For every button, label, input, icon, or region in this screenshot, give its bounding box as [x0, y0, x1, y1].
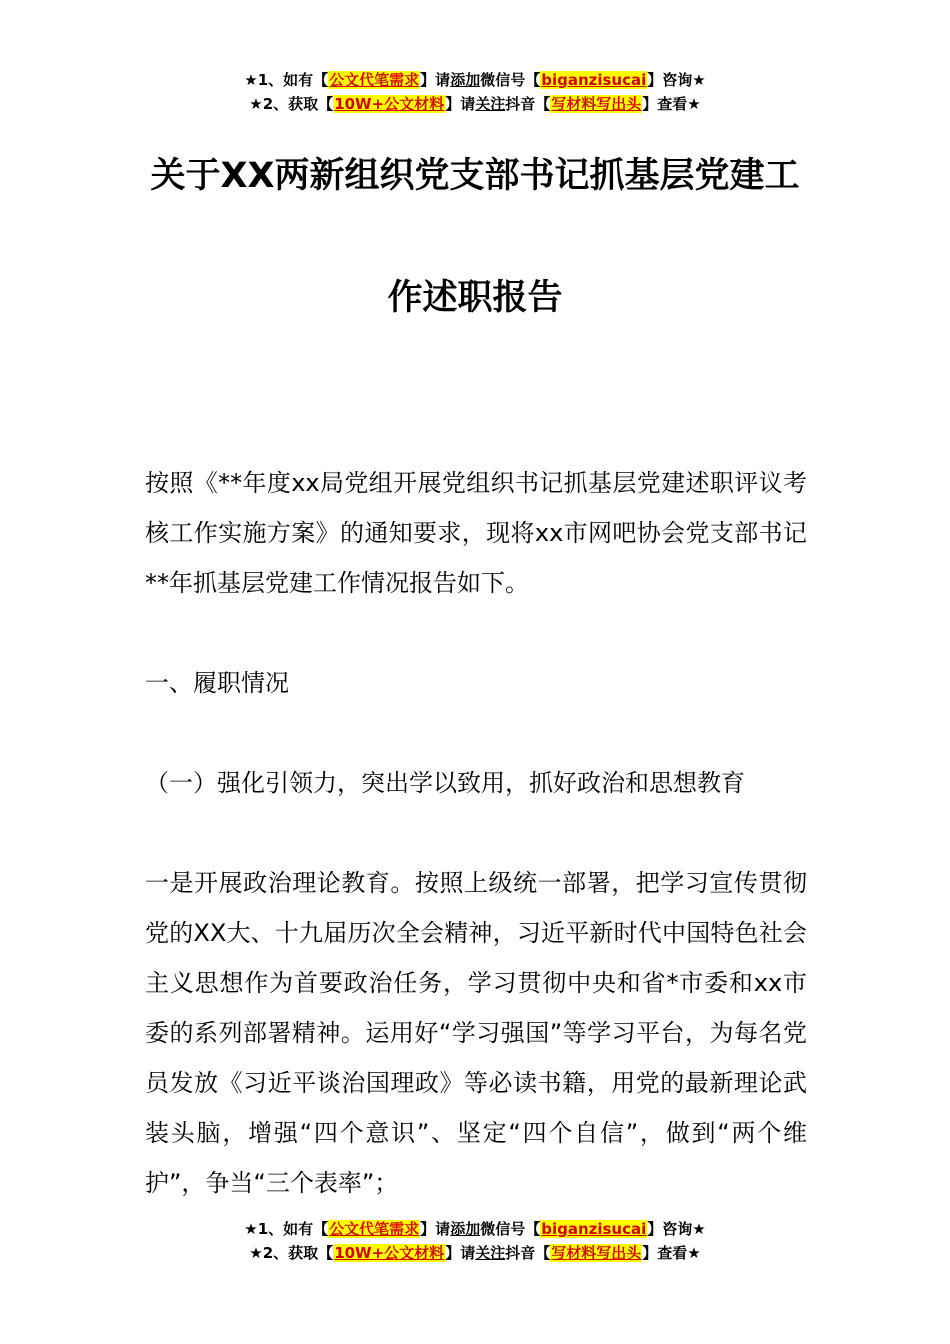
document-title-line-2: 作述职报告 — [387, 278, 563, 318]
banner-text: 】咨询★ — [647, 71, 706, 89]
banner-text: 微信号【 — [480, 71, 541, 89]
banner-highlight-douyin-account: 写材料写出头 — [551, 1244, 642, 1262]
banner-underlined-follow: 关注 — [475, 95, 506, 113]
banner-highlight-service: 公文代笔需求 — [329, 71, 420, 89]
banner-text: 微信号【 — [480, 1220, 541, 1238]
banner-text: 】咨询★ — [647, 1220, 706, 1238]
subsection-heading: （一）强化引领力，突出学以致用，抓好政治和思想教育 — [145, 769, 745, 797]
intro-paragraph: 按照《**年度xx局党组开展党组织书记抓基层党建述职评议考核工作实施方案》的通知要求，现将xx市网吧协会党支部书记**年抓基层党建工作情况报告如下。 — [145, 469, 807, 597]
banner-text: 抖音【 — [505, 95, 551, 113]
banner-line-2 — [0, 1241, 950, 1265]
banner-text: ★2、获取【 — [249, 95, 334, 113]
banner-line-1 — [0, 1217, 950, 1241]
document-title-line-1: 关于XX两新组织党支部书记抓基层党建工 — [150, 156, 800, 196]
banner-text: 抖音【 — [505, 1244, 551, 1262]
banner-line-2 — [0, 92, 950, 116]
banner-text: 】请 — [445, 95, 476, 113]
banner-highlight-wechat-id: biganzisucai — [541, 71, 647, 89]
footer-banner — [0, 1217, 950, 1265]
banner-line-1 — [0, 68, 950, 92]
banner-text: 】请 — [420, 1220, 451, 1238]
banner-highlight-wechat-id: biganzisucai — [541, 1220, 647, 1238]
banner-underlined-follow: 关注 — [475, 1244, 506, 1262]
banner-highlight-materials: 10W+公文材料 — [334, 1244, 445, 1262]
section-heading: 一、履职情况 — [145, 669, 289, 697]
banner-text: ★1、如有【 — [244, 1220, 329, 1238]
banner-highlight-service: 公文代笔需求 — [329, 1220, 420, 1238]
banner-highlight-materials: 10W+公文材料 — [334, 95, 445, 113]
header-banner — [0, 68, 950, 116]
body-paragraph: 一是开展政治理论教育。按照上级统一部署，把学习宣传贯彻党的XX大、十九届历次全会精神，习近平新时代中国特色社会主义思想作为首要政治任务，学习贯彻中央和省*市委和xx市委的系列部署精神。运用好“学习强国”等学习平台，为每名党员发放《习近平谈治国理政》等必读书籍，用党的最新理论武装头脑，增强“四个意识”、坚定“四个自信”，做到“两个维护”，争当“三个表率”； — [145, 869, 807, 1197]
banner-underlined-add: 添加 — [450, 71, 481, 89]
banner-text: 】查看★ — [642, 1244, 701, 1262]
banner-underlined-add: 添加 — [450, 1220, 481, 1238]
banner-highlight-douyin-account: 写材料写出头 — [551, 95, 642, 113]
banner-text: 】查看★ — [642, 95, 701, 113]
banner-text: ★2、获取【 — [249, 1244, 334, 1262]
banner-text: 】请 — [445, 1244, 476, 1262]
banner-text: ★1、如有【 — [244, 71, 329, 89]
banner-text: 】请 — [420, 71, 451, 89]
